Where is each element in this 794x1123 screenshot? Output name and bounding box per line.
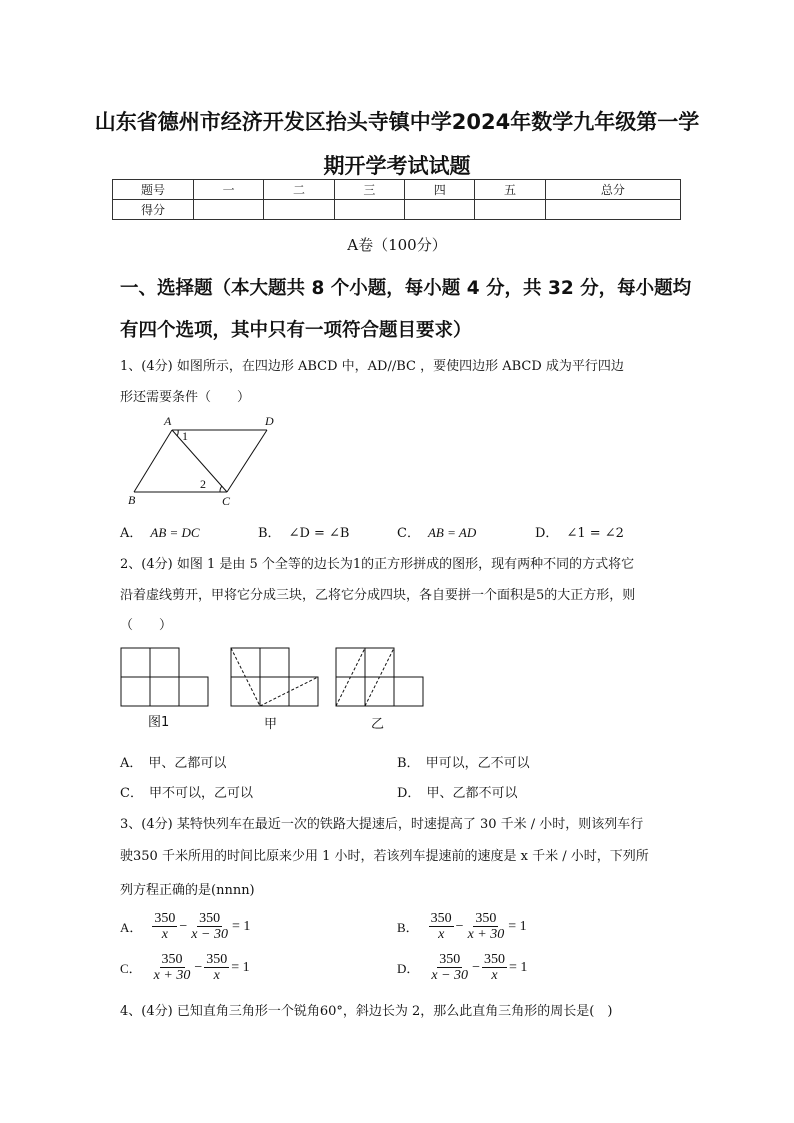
score-cell bbox=[475, 200, 545, 220]
score-header-cell: 四 bbox=[405, 180, 475, 200]
score-header-cell: 三 bbox=[334, 180, 404, 200]
label-angle1: 1 bbox=[182, 429, 188, 443]
option-letter: B． bbox=[258, 526, 281, 541]
option-letter: D． bbox=[397, 961, 420, 976]
score-cell bbox=[194, 200, 264, 220]
section-heading-line2: 有四个选项，其中只有一项符合题目要求） bbox=[120, 320, 472, 341]
option-text: 甲、乙都可以 bbox=[148, 756, 227, 771]
q2-text-line2: 沿着虚线剪开，甲将它分成三块，乙将它分成四块，各自要拼一个面积是5的大正方形，则 bbox=[120, 588, 636, 603]
equation-rhs: = 1 bbox=[508, 918, 527, 934]
q1-quadrilateral-figure bbox=[122, 412, 292, 512]
q3-text-line2: 驶350 千米所用的时间比原来少用 1 小时，若该列车提速前的速度是 x 千米 / 小时，下列所 bbox=[120, 849, 649, 864]
label-angle2: 2 bbox=[200, 477, 206, 491]
numerator: 350 bbox=[206, 952, 228, 967]
fraction bbox=[429, 952, 470, 983]
angle2-arc bbox=[220, 486, 222, 492]
q3-text-line1: 3、(4分) 某特快列车在最近一次的铁路大提速后，时速提高了 30 千米 / 小时，则该列车行 bbox=[120, 817, 644, 832]
equation-rhs: = 1 bbox=[231, 959, 250, 975]
exam-title-line1: 山东省德州市经济开发区抬头寺镇中学2024年数学九年级第一学 bbox=[94, 110, 700, 134]
q3-option-a[interactable]: A． $\frac{350}{x}$ − $\frac{350}{x - 30}$ = 1 bbox=[120, 911, 251, 942]
fraction bbox=[152, 952, 193, 983]
q3-option-d[interactable]: D． $\frac{350}{x - 30}$ − $\frac{350}{x}$ = 1 bbox=[397, 952, 528, 983]
numerator: 350 bbox=[430, 911, 452, 926]
option-letter: D． bbox=[397, 786, 421, 801]
q1-text-line1: 1、(4分) 如图所示，在四边形 ABCD 中，AD//BC ，要使四边形 ABCD 成为平行四边 bbox=[120, 359, 624, 374]
equation-rhs: = 1 bbox=[508, 959, 528, 975]
q1-option-c[interactable] bbox=[397, 522, 476, 541]
label-A: A bbox=[164, 414, 172, 428]
q2-option-a[interactable] bbox=[120, 752, 226, 771]
fraction bbox=[429, 911, 454, 942]
q3-text-line3: 列方程正确的是(nnnn) bbox=[120, 883, 255, 898]
fraction bbox=[204, 952, 229, 983]
score-header-cell: 题号 bbox=[113, 180, 194, 200]
score-header-cell: 一 bbox=[194, 180, 264, 200]
denominator: x bbox=[161, 927, 168, 942]
exam-title-line2: 期开学考试试题 bbox=[323, 154, 471, 178]
q2-option-b[interactable] bbox=[397, 752, 530, 771]
score-cell bbox=[264, 200, 334, 220]
option-letter: B． bbox=[397, 920, 419, 935]
section-heading-line1: 一、选择题（本大题共 8 个小题，每小题 4 分，共 32 分，每小题均 bbox=[120, 278, 692, 299]
option-text: AB = AD bbox=[427, 525, 477, 540]
label-C: C bbox=[222, 494, 231, 508]
q3-option-b[interactable]: B． $\frac{350}{x}$ − $\frac{350}{x + 30}$ = 1 bbox=[397, 911, 527, 942]
numerator: 350 bbox=[483, 952, 505, 967]
figure-jia-caption: 甲 bbox=[264, 717, 278, 732]
denominator: x − 30 bbox=[431, 968, 469, 983]
score-table-header-row bbox=[113, 180, 681, 200]
option-text: 甲、乙都不可以 bbox=[426, 786, 518, 801]
score-table-score-row bbox=[113, 200, 681, 220]
denominator: x + 30 bbox=[153, 968, 191, 983]
numerator: 350 bbox=[161, 952, 183, 967]
q1-option-b[interactable] bbox=[258, 522, 349, 541]
numerator: 350 bbox=[475, 911, 497, 926]
option-letter: D． bbox=[535, 526, 559, 541]
figure-yi-caption: 乙 bbox=[371, 717, 385, 732]
numerator: 350 bbox=[439, 952, 461, 967]
q1-text-line2: 形还需要条件（ ） bbox=[120, 390, 251, 405]
q2-option-d[interactable] bbox=[397, 782, 517, 801]
option-text: ∠1 = ∠2 bbox=[566, 526, 624, 541]
numerator: 350 bbox=[199, 911, 221, 926]
denominator: x − 30 bbox=[191, 927, 228, 942]
score-row-label: 得分 bbox=[113, 200, 194, 220]
denominator: x bbox=[438, 927, 445, 942]
q1-option-a[interactable] bbox=[120, 522, 200, 541]
figure-1-squares bbox=[121, 648, 208, 706]
q3-option-c[interactable]: C． $\frac{350}{x + 30}$ − $\frac{350}{x}$ = 1 bbox=[120, 952, 250, 983]
score-header-cell: 二 bbox=[264, 180, 334, 200]
score-cell bbox=[334, 200, 404, 220]
option-letter: B． bbox=[397, 756, 420, 771]
figure-jia-squares bbox=[231, 648, 318, 706]
fraction bbox=[189, 911, 230, 942]
q2-figures bbox=[118, 646, 428, 736]
denominator: x + 30 bbox=[467, 927, 505, 942]
option-letter: C． bbox=[120, 786, 143, 801]
numerator: 350 bbox=[154, 911, 176, 926]
angle1-arc bbox=[177, 430, 178, 436]
fraction bbox=[482, 952, 507, 983]
score-header-cell: 总分 bbox=[545, 180, 680, 200]
score-cell bbox=[545, 200, 680, 220]
label-D: D bbox=[265, 414, 274, 428]
option-text: AB = DC bbox=[150, 525, 200, 540]
denominator: x bbox=[213, 968, 220, 983]
score-cell bbox=[405, 200, 475, 220]
q2-text-line3: （ ） bbox=[120, 618, 173, 633]
option-letter: A． bbox=[120, 920, 143, 935]
q2-option-c[interactable] bbox=[120, 782, 253, 801]
fraction bbox=[466, 911, 507, 942]
q1-option-d[interactable] bbox=[535, 522, 624, 541]
label-B: B bbox=[128, 493, 136, 507]
equation-rhs: = 1 bbox=[231, 918, 251, 934]
option-text: 甲可以，乙不可以 bbox=[425, 756, 530, 771]
option-letter: A． bbox=[120, 756, 143, 771]
option-letter: A． bbox=[120, 526, 143, 541]
denominator: x bbox=[491, 968, 498, 983]
figure-1-caption: 图1 bbox=[148, 715, 170, 730]
option-letter: C． bbox=[397, 526, 420, 541]
segment-AB bbox=[134, 430, 172, 492]
segment-DC bbox=[227, 430, 267, 492]
option-text: ∠D = ∠B bbox=[288, 526, 350, 541]
volume-label: A卷（100分） bbox=[347, 236, 447, 254]
option-text: 甲不可以，乙可以 bbox=[148, 786, 253, 801]
score-header-cell: 五 bbox=[475, 180, 545, 200]
figure-yi-squares bbox=[336, 648, 423, 706]
q4-text-line1: 4、(4分) 已知直角三角形一个锐角60°，斜边长为 2，那么此直角三角形的周长是( ) bbox=[120, 1004, 613, 1019]
q2-text-line1: 2、(4分) 如图 1 是由 5 个全等的边长为1的正方形拼成的图形，现有两种不同的方式将它 bbox=[120, 557, 635, 572]
fraction bbox=[152, 911, 177, 942]
score-table bbox=[112, 179, 681, 220]
option-letter: C． bbox=[120, 961, 142, 976]
